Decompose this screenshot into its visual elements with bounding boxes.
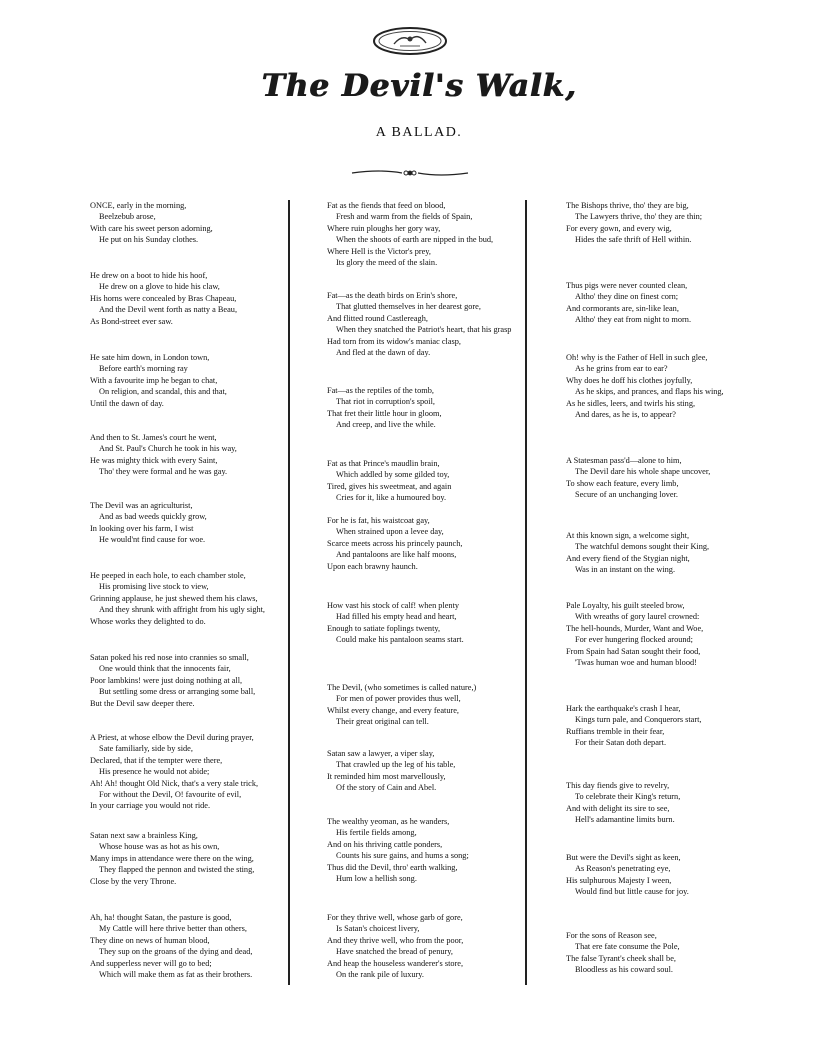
poem-line: He was mighty thick with every Saint, (90, 455, 218, 465)
poem-line: A Priest, at whose elbow the Devil during prayer, (90, 733, 254, 742)
stanza (566, 530, 709, 576)
poem-line: Tho' they were formal and he was gay. (99, 467, 228, 477)
poem-line: He sate him down, in London town, (90, 353, 210, 362)
stanza (566, 352, 724, 420)
poem-line: His horns were concealed by Bras Chapeau, (90, 293, 237, 303)
poem-line: Enough to satiate foplings twenty, (327, 623, 441, 633)
poem-line: Sate familiarly, side by side, (99, 744, 193, 754)
poem-line: As Reason's penetrating eye, (575, 864, 671, 874)
stanza (566, 780, 680, 826)
column-divider (288, 200, 290, 985)
poem-line: The Devil dare his whole shape uncover, (575, 467, 711, 477)
poem-line: As he sidles, leers, and twirls his sting, (566, 398, 696, 408)
poem-line: Satan saw a lawyer, a viper slay, (327, 749, 435, 758)
poem-line: Whose house was as hot as his own, (99, 842, 220, 852)
stanza (90, 432, 237, 478)
stanza (90, 352, 227, 409)
poem-line: Declared, that if the tempter were there, (90, 755, 223, 765)
poem-line: 'Twas human woe and human blood! (575, 658, 697, 668)
poem-line: And supperless never will go to bed; (90, 958, 212, 968)
poem-line: Its glory the meed of the slain. (336, 258, 438, 268)
poem-line: And then to St. James's court he went, (90, 433, 217, 442)
poem-line: Hides the safe thrift of Hell within. (575, 235, 692, 245)
poem-line: One would think that the innocents fair, (99, 664, 231, 674)
poem-line: That fret their little hour in gloom, (327, 408, 442, 418)
poem-line: He drew on a glove to hide his claw, (99, 282, 220, 292)
poem-line: With a favourite imp he began to chat, (90, 375, 218, 385)
poem-line: Satan poked his red nose into crannies so small, (90, 653, 249, 662)
poem-line: Thus did the Devil, thro' earth walking, (327, 862, 458, 872)
stanza (327, 385, 442, 431)
poem-line: Pale Loyalty, his guilt steeled brow, (566, 601, 685, 610)
poem-line: Fat as the fiends that feed on blood, (327, 201, 446, 210)
poem-line: Hum low a hellish song. (336, 874, 417, 884)
poem-line: And on his thriving cattle ponders, (327, 839, 443, 849)
poem-line: When strained upon a levee day, (336, 527, 444, 537)
poem-line: Altho' they eat from night to morn. (575, 315, 692, 325)
stanza (327, 290, 511, 358)
poem-line: He would'nt find cause for woe. (99, 535, 206, 545)
stanza (90, 732, 258, 812)
poem-line: And every fiend of the Stygian night, (566, 553, 690, 563)
stanza (327, 912, 463, 980)
poem-line: That riot in corruption's spoil, (336, 397, 435, 407)
poem-line: As he skips, and prances, and flaps his wing, (575, 387, 724, 397)
poem-line: Counts his sure gains, and hums a song; (336, 851, 469, 861)
poem-line: Where ruin ploughs her gory way, (327, 223, 441, 233)
poem-line: Which will make them as fat as their brothers. (99, 970, 253, 980)
poem-line: Which addled by some gilded toy, (336, 470, 450, 480)
poem-line: And they thrive well, who from the poor, (327, 935, 464, 945)
poem-line: For their Satan doth depart. (575, 738, 667, 748)
poem-line: Whilst every change, and every feature, (327, 705, 459, 715)
poem-line: That ere fate consume the Pole, (575, 942, 680, 952)
poem-line: And heap the houseless wanderer's store, (327, 958, 464, 968)
poem-line: Their great original can tell. (336, 717, 429, 727)
poem-line: Fat as that Prince's maudlin brain, (327, 459, 440, 468)
poem-line: To celebrate their King's return, (575, 792, 681, 802)
stanza (90, 912, 252, 980)
poem-line: For they thrive well, whose garb of gore, (327, 913, 463, 922)
poem-line: Scarce meets across his princely paunch, (327, 538, 463, 548)
stanza (566, 930, 680, 976)
poem-line: They flapped the pennon and twisted the sting, (99, 865, 255, 875)
poem-line: But were the Devil's sight as keen, (566, 853, 681, 862)
poem-line: The wealthy yeoman, as he wanders, (327, 817, 450, 826)
poem-line: Bloodless as his coward soul. (575, 965, 673, 975)
poem-line: With wreaths of gory laurel crowned: (575, 612, 700, 622)
poem-line: But the Devil saw deeper there. (90, 698, 195, 708)
page-subtitle: A BALLAD. (375, 125, 463, 140)
poem-line: When the shoots of earth are nipped in the bud, (336, 235, 494, 245)
poem-line: Cries for it, like a humoured boy. (336, 493, 447, 503)
column-divider (525, 200, 527, 985)
stanza (566, 703, 702, 749)
poem-line: For men of power provides thus well, (336, 694, 461, 704)
poem-line: Grinning applause, he just shewed them his claws, (90, 593, 258, 603)
stanza (327, 748, 455, 794)
stanza (327, 682, 476, 728)
poem-line: Kings turn pale, and Conquerors start, (575, 715, 702, 725)
poem-line: Secure of an unchanging lover. (575, 490, 678, 500)
stanza (327, 458, 451, 504)
poem-line: His promising live stock to view, (99, 582, 209, 592)
poem-line: Whose works they delighted to do. (90, 616, 206, 626)
stanza (566, 600, 703, 668)
poem-line: They dine on news of human blood, (90, 935, 210, 945)
poem-line: To show each feature, every limb, (566, 478, 679, 488)
poem-line: Have snatched the bread of penury, (336, 947, 453, 957)
poem-line: The Lawyers thrive, tho' they are thin; (575, 212, 703, 222)
poem-line: On the rank pile of luxury. (336, 970, 424, 980)
poem-line: His sulphurous Majesty I ween, (566, 875, 672, 885)
poem-line: That crawled up the leg of his table, (336, 760, 456, 770)
poem-line: A Statesman pass'd—alone to him, (566, 456, 682, 465)
poem-line: And dares, as he is, to appear? (575, 410, 676, 420)
seal-emblem (372, 26, 448, 56)
poem-line: When they snatched the Patriot's heart, that his grasp (336, 325, 512, 335)
poem-line: Would find but little cause for joy. (575, 887, 689, 897)
poem-line: Ruffians tremble in their fear, (566, 726, 665, 736)
poem-line: As he grins from ear to ear? (575, 364, 668, 374)
stanza (90, 830, 254, 887)
poem-line: The false Tyrant's cheek shall be, (566, 953, 676, 963)
poem-line: In your carriage you would not ride. (90, 801, 211, 811)
poem-line: They sup on the groans of the dying and dead, (99, 947, 253, 957)
stanza (90, 200, 213, 246)
poem-line: And fled at the dawn of day. (336, 348, 431, 358)
poem-line: Ah, ha! thought Satan, the pasture is good, (90, 913, 232, 922)
poem-line: Until the dawn of day. (90, 398, 164, 408)
poem-line: Where Hell is the Victor's prey, (327, 246, 431, 256)
stanza (566, 200, 702, 246)
poem-line: Poor lambkins! were just doing nothing at all, (90, 675, 243, 685)
poem-line: This day fiends give to revelry, (566, 781, 670, 790)
stanza (90, 500, 207, 546)
poem-line: Fat—as the death birds on Erin's shore, (327, 291, 458, 300)
poem-line: At this known sign, a welcome sight, (566, 531, 690, 540)
poem-line: Tired, gives his sweetmeat, and again (327, 481, 452, 491)
poem-line: Ah! Ah! thought Old Nick, that's a very stale trick, (90, 778, 259, 788)
poem-line: But settling some dress or arranging some ball, (99, 687, 256, 697)
poem-line: The Devil was an agriculturist, (90, 501, 193, 510)
poem-line: Was in an instant on the wing. (575, 565, 676, 575)
poem-line: Before earth's morning ray (99, 364, 188, 374)
poem-line: The watchful demons sought their King, (575, 542, 710, 552)
poem-line: In looking over his farm, I wist (90, 523, 194, 533)
poem-line: And as bad weeds quickly grow, (99, 512, 207, 522)
poem-line: For ever hungering flocked around; (575, 635, 693, 645)
poem-line: The Bishops thrive, tho' they are big, (566, 201, 689, 210)
poem-line: ONCE, early in the morning, (90, 201, 187, 210)
poem-line: Could make his pantaloon seams start. (336, 635, 464, 645)
poem-line: His fertile fields among, (336, 828, 417, 838)
poem-line: For without the Devil, O! favourite of evil, (99, 790, 242, 800)
stanza (566, 455, 710, 501)
poem-line: He put on his Sunday clothes. (99, 235, 199, 245)
poem-line: Oh! why is the Father of Hell in such glee, (566, 353, 708, 362)
stanza (327, 515, 462, 572)
poem-line: Fresh and warm from the fields of Spain, (336, 212, 473, 222)
poem-line: Of the story of Cain and Abel. (336, 783, 437, 793)
poem-line: Hark the earthquake's crash I hear, (566, 704, 681, 713)
poem-line: His presence he would not abide; (99, 767, 210, 777)
poem-line: Close by the very Throne. (90, 876, 177, 886)
poem-line: On religion, and scandal, this and that, (99, 387, 227, 397)
poem-line: And flitted round Castlereagh, (327, 313, 428, 323)
poem-line: My Cattle will here thrive better than others, (99, 924, 247, 934)
poem-line: For he is fat, his waistcoat gay, (327, 516, 430, 525)
poem-line: And the Devil went forth as natty a Beau, (99, 305, 238, 315)
poem-line: And pantaloons are like half moons, (336, 550, 457, 560)
poem-line: The Devil, (who sometimes is called nature,) (327, 683, 477, 692)
poem-line: Fat—as the reptiles of the tomb, (327, 386, 434, 395)
poem-line: Upon each brawny haunch. (327, 561, 418, 571)
poem-line: Beelzebub arose, (99, 212, 156, 222)
poem-line: And St. Paul's Church he took in his way, (99, 444, 237, 454)
poem-line: And they shrunk with affright from his ugly sight, (99, 605, 266, 615)
poem-line: Altho' they dine on finest corn; (575, 292, 679, 302)
stanza (327, 600, 464, 646)
poem-line: And creep, and live the while. (336, 420, 436, 430)
poem-line: For the sons of Reason see, (566, 931, 657, 940)
ornament-divider-icon (350, 167, 470, 179)
stanza (90, 270, 237, 327)
poem-line: Satan next saw a brainless King, (90, 831, 198, 840)
poem-line: It reminded him most marvellously, (327, 771, 446, 781)
poem-line: For every gown, and every wig, (566, 223, 672, 233)
stanza (327, 816, 469, 884)
poem-line: Had torn from its widow's maniac clasp, (327, 336, 461, 346)
poem-line: That glutted themselves in her dearest gore, (336, 302, 481, 312)
poem-line: Hell's adamantine limits burn. (575, 815, 675, 825)
stanza (566, 852, 689, 898)
poem-line: With care his sweet person adorning, (90, 223, 213, 233)
poem-line: The hell-hounds, Murder, Want and Woe, (566, 623, 704, 633)
poem-line: He peeped in each hole, to each chamber stole, (90, 571, 246, 580)
poem-line: Thus pigs were never counted clean, (566, 281, 688, 290)
poem-line: Had filled his empty head and heart, (336, 612, 457, 622)
stanza (90, 570, 265, 627)
poem-line: How vast his stock of calf! when plenty (327, 601, 460, 610)
poem-line: As Bond-street ever saw. (90, 316, 173, 326)
poem-line: He drew on a boot to hide his hoof, (90, 271, 208, 280)
poem-line: Why does he doff his clothes joyfully, (566, 375, 693, 385)
poem-line: Many imps in attendance were there on the wing, (90, 853, 254, 863)
stanza (90, 652, 255, 709)
stanza (327, 200, 493, 268)
stanza (566, 280, 691, 326)
poem-line: And cormorants are, sin-like lean, (566, 303, 679, 313)
page-title: The Devil's Walk, (261, 68, 577, 104)
poem-line: From Spain had Satan sought their food, (566, 646, 701, 656)
poem-line: And with delight its sire to see, (566, 803, 670, 813)
poem-line: Is Satan's choicest livery, (336, 924, 420, 934)
